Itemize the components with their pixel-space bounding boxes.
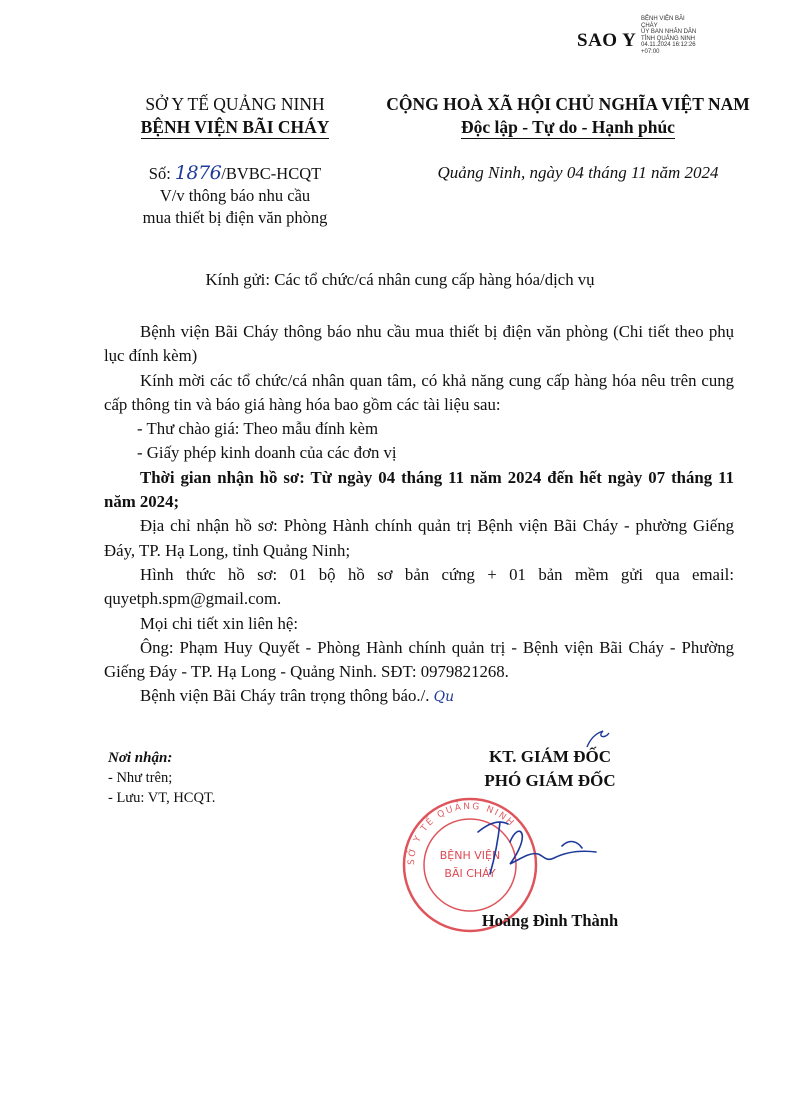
list-item: - Thư chào giá: Theo mẫu đính kèm (137, 419, 379, 439)
subject-line: V/v thông báo nhu cầu (159, 186, 311, 205)
digital-signature-line: CHÁY (641, 22, 658, 29)
recipients-list (108, 748, 215, 808)
nation-title: CỘNG HOÀ XÃ HỘI CHỦ NGHĨA VIỆT NAM (386, 94, 750, 114)
recipient-line: Kính gửi: Các tổ chức/cá nhân cung cấp hàng hóa/dịch vụ (205, 270, 595, 289)
recipient-item: - Như trên; (108, 770, 173, 786)
signature-subtitle: PHÓ GIÁM ĐỐC (484, 771, 616, 790)
paragraph-address: Địa chỉ nhận hồ sơ: Phòng Hành chính quản trị Bệnh viện Bãi Cháy - phường Giếng Đáy, TP. Hạ Long, tỉnh Quảng Ninh; (104, 516, 734, 560)
subject-line: mua thiết bị điện văn phòng (142, 208, 328, 227)
national-header (368, 93, 768, 139)
seal-ring-text: SỞ Y TẾ QUẢNG NINH (406, 801, 517, 866)
copy-stamp: SAO Y (577, 30, 637, 51)
paragraph-deadline: Thời gian nhận hồ sơ: Từ ngày 04 tháng 11 năm 2024 đến hết ngày 07 tháng 11 năm 2024; (104, 467, 734, 512)
national-motto: Độc lập - Tự do - Hạnh phúc (461, 117, 675, 137)
digital-signature-line: TỈNH QUẢNG NINH (641, 35, 695, 42)
hospital-name: BỆNH VIỆN BÃI CHÁY (140, 117, 330, 137)
paragraph-contact-intro: Mọi chi tiết xin liên hệ: (140, 613, 298, 633)
department-name: SỞ Y TẾ QUẢNG NINH (145, 94, 325, 114)
document-number-suffix: /BVBC-HCQT (221, 164, 322, 183)
date-line: Quảng Ninh, ngày 04 tháng 11 năm 2024 (437, 163, 719, 182)
handwritten-initials: Qu (433, 689, 455, 706)
paragraph-invitation: Kính mời các tổ chức/cá nhân quan tâm, có khả năng cung cấp hàng hóa nêu trên cung cấp thông tin và báo giá hàng hóa bao gồm các tài liệu sau: (104, 370, 734, 414)
issuing-agency (110, 93, 360, 139)
seal-text: BÃI CHÁY (444, 867, 496, 880)
digital-signature-line: 04.11.2024 16:12:26 (641, 42, 696, 49)
digital-signature-line: +07:00 (641, 48, 660, 55)
signature-title-block (438, 745, 662, 793)
document-body (104, 320, 734, 710)
paragraph-contact: Ông: Phạm Huy Quyết - Phòng Hành chính quản trị - Bệnh viện Bãi Cháy - Phường Giếng Đáy - TP. Hạ Long - Quảng Ninh. SĐT: 0979821268. (104, 637, 734, 682)
document-number (110, 162, 360, 185)
document-number-block (110, 162, 360, 229)
seal-text: BỆNH VIỆN (439, 849, 501, 862)
paragraph-format: Hình thức hồ sơ: 01 bộ hồ sơ bản cứng + 01 bản mềm gửi qua email: quyetph.spm@gmail.com. (104, 564, 734, 609)
signature-title: KT. GIÁM ĐỐC (489, 747, 611, 766)
handwritten-signature (470, 812, 620, 882)
digital-signature-line: ỦY BAN NHÂN DÂN (641, 29, 697, 36)
recipients-label: Nơi nhận: (108, 750, 173, 766)
signer-name: Hoàng Đình Thành (481, 911, 619, 930)
digital-signature-info (641, 16, 696, 56)
paragraph-closing (104, 684, 734, 709)
recipient-item: - Lưu: VT, HCQT. (108, 790, 216, 806)
paragraph-announcement: Bệnh viện Bãi Cháy thông báo nhu cầu mua thiết bị điện văn phòng (Chi tiết theo phụ lục đính kèm) (104, 322, 734, 366)
list-item: - Giấy phép kinh doanh của các đơn vị (137, 443, 397, 463)
closing-text: Bệnh viện Bãi Cháy trân trọng thông báo./. (140, 686, 430, 706)
document-number-prefix: Số: (148, 164, 175, 183)
digital-signature-line: BỆNH VIỆN BÃI (641, 16, 685, 22)
handwritten-number: 1876 (174, 162, 222, 184)
